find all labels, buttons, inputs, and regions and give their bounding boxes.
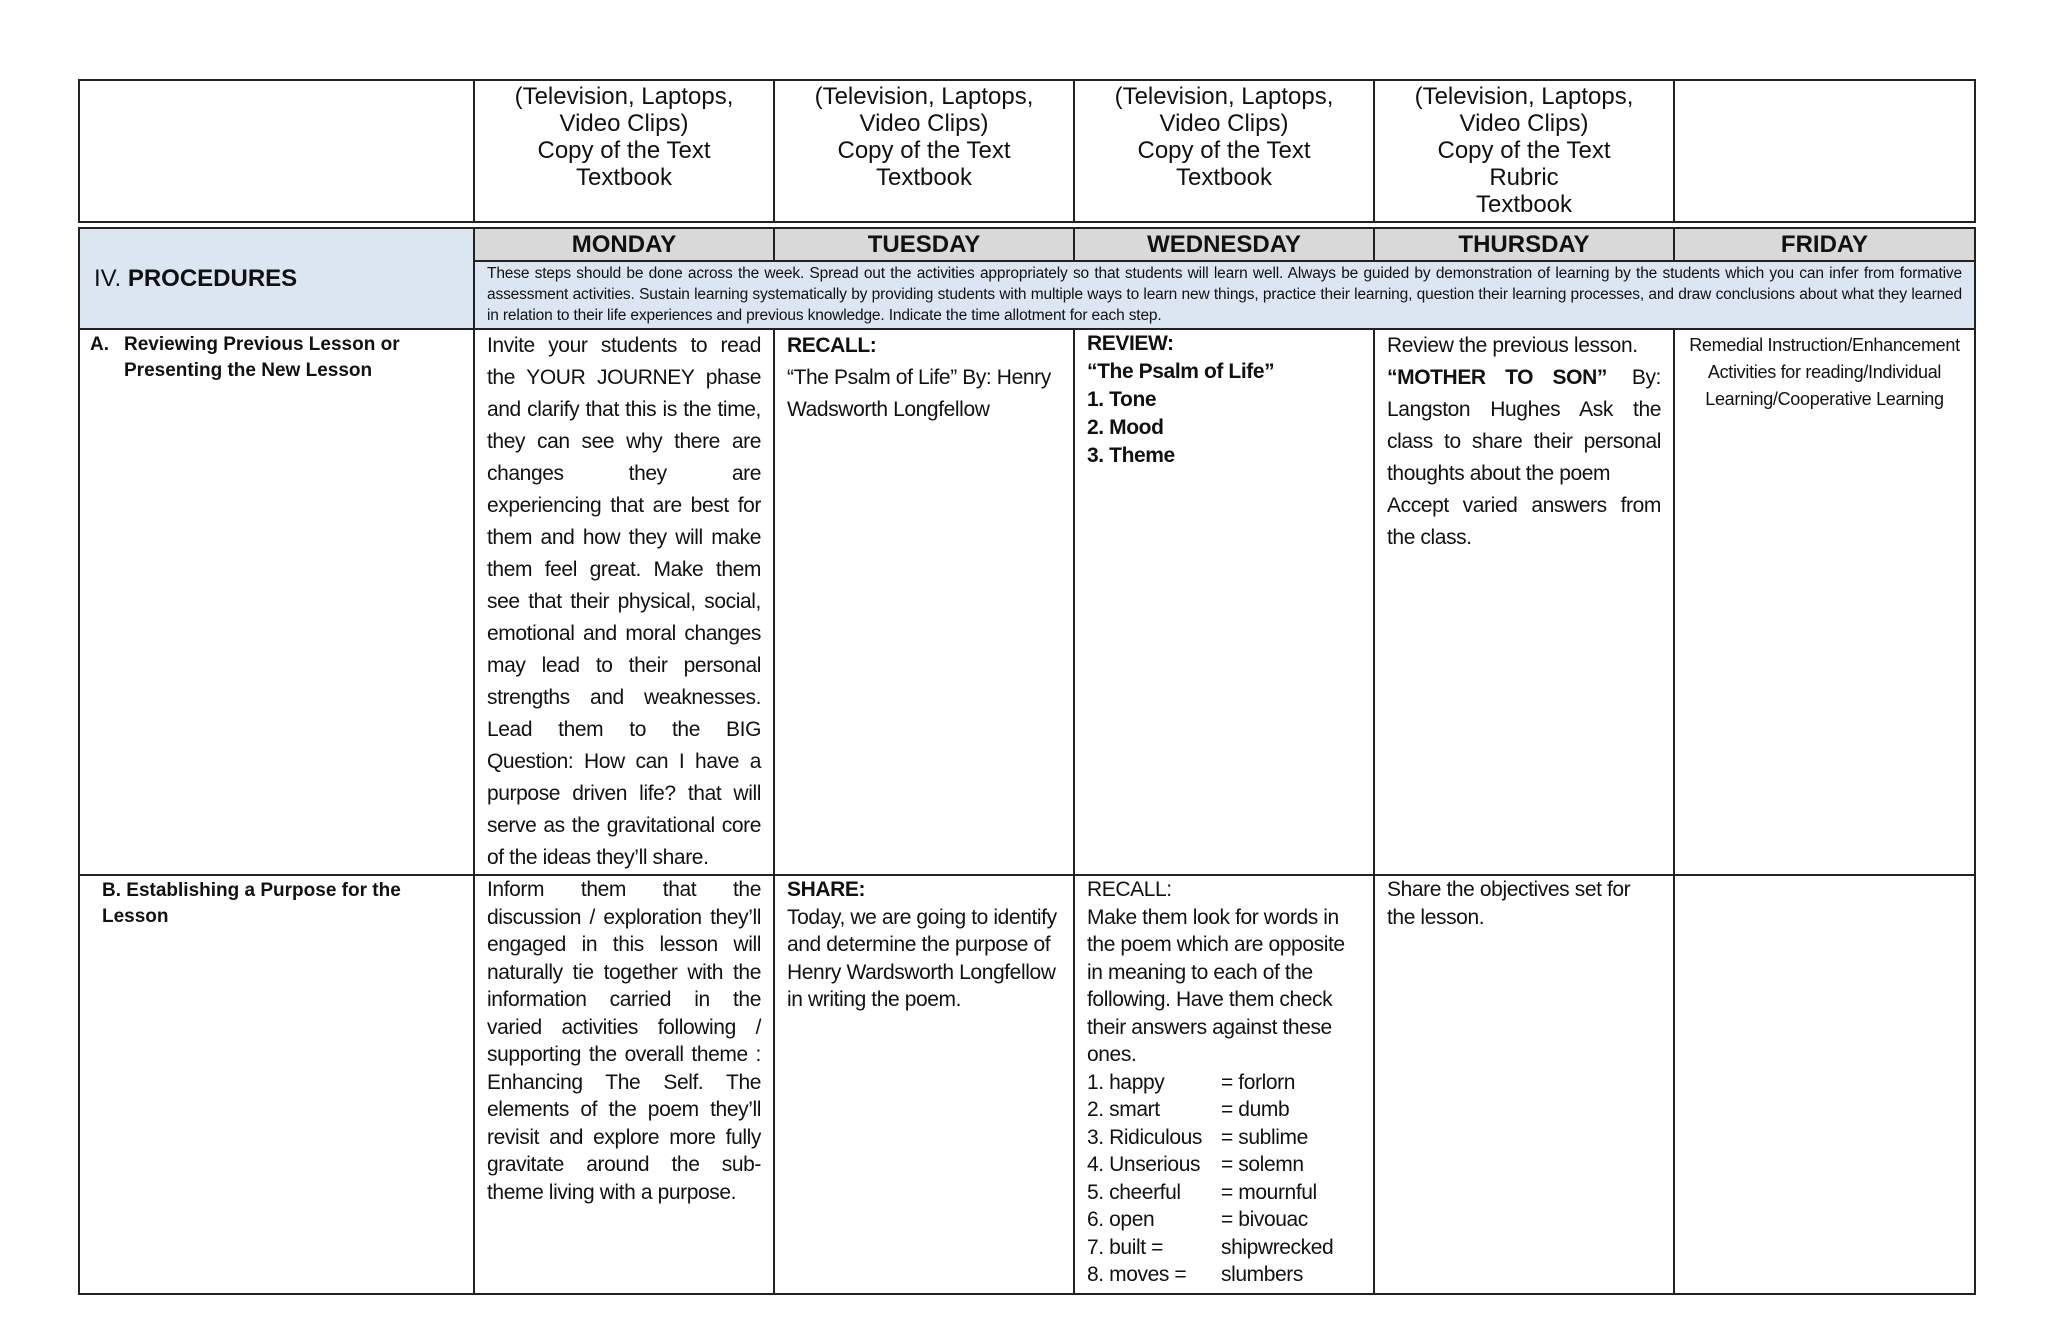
- procedure-row-a: [79, 329, 1975, 875]
- materials-wednesday: (Television, Laptops, Video Clips) Copy of the Text Textbook: [1074, 80, 1374, 222]
- row-b-label: B. Establishing a Purpose for the Lesson: [79, 875, 474, 1294]
- materials-monday: (Television, Laptops, Video Clips) Copy of the Text Textbook: [474, 80, 774, 222]
- row-a-wednesday: REVIEW: “The Psalm of Life” 1. Tone 2. Mood 3. Theme: [1074, 329, 1374, 875]
- antonym-pair: 6. open = bivouac: [1087, 1208, 1308, 1231]
- day-monday: MONDAY: [474, 228, 774, 261]
- procedure-row-b: [79, 875, 1975, 1294]
- row-b-friday: [1674, 875, 1975, 1294]
- day-thursday: THURSDAY: [1374, 228, 1674, 261]
- antonym-pair: 8. moves = slumbers: [1087, 1263, 1303, 1286]
- antonym-pair: 4. Unserious = solemn: [1087, 1153, 1304, 1176]
- antonym-pair: 3. Ridiculous = sublime: [1087, 1125, 1308, 1149]
- materials-thursday: (Television, Laptops, Video Clips) Copy of the Text Rubric Textbook: [1374, 80, 1674, 222]
- procedures-heading: IV. PROCEDURES: [79, 228, 474, 329]
- day-tuesday: TUESDAY: [774, 228, 1074, 261]
- row-b-monday: Inform them that the discussion / exploration they’ll engaged in this lesson will naturally tie together with the information carried in the varied activities following / supporting the overall theme : Enhancing The Self. The elements of the poem they’ll revisit and explore more fully gravitate around the sub-theme living with a purpose.: [474, 875, 774, 1294]
- row-a-tuesday: RECALL: “The Psalm of Life” By: Henry Wadsworth Longfellow: [774, 329, 1074, 875]
- antonym-pair: 5. cheerful = mournful: [1087, 1180, 1317, 1204]
- lesson-plan-table: [78, 79, 1976, 1295]
- row-a-thursday: Review the previous lesson. “MOTHER TO SON” By: Langston Hughes Ask the class to share their personal thoughts about the poem Accept varied answers from the class.: [1374, 329, 1674, 875]
- row-b-thursday: Share the objectives set for the lesson.: [1374, 875, 1674, 1294]
- row-b-tuesday: SHARE: Today, we are going to identify and determine the purpose of Henry Wardsworth Longfellow in writing the poem.: [774, 875, 1074, 1294]
- row-b-wednesday: RECALL: Make them look for words in the poem which are opposite in meaning to each of the following. Have them check their answers against these ones. 1. happy = forlorn 2. smart = dumb 3. Ridiculous = sublime 4. Unserious = solemn 5. cheerful = mournful 6. open = bivouac 7. built = shipwrecked 8. moves = slumbers: [1074, 875, 1374, 1294]
- day-header-row: [79, 228, 1975, 261]
- materials-tuesday: (Television, Laptops, Video Clips) Copy of the Text Textbook: [774, 80, 1074, 222]
- row-a-monday: Invite your students to read the YOUR JOURNEY phase and clarify that this is the time, they can see why there are changes they are experiencing that are best for them and how they will make them feel great. Make them see that their physical, social, emotional and moral changes may lead to their personal strengths and weaknesses. Lead them to the BIG Question: How can I have a purpose driven life? that will serve as the gravitational core of the ideas they’ll share.: [474, 329, 774, 875]
- antonym-pair: 7. built = shipwrecked: [1087, 1235, 1334, 1259]
- day-friday: FRIDAY: [1674, 228, 1975, 261]
- antonym-pair: 2. smart = dumb: [1087, 1098, 1290, 1121]
- day-wednesday: WEDNESDAY: [1074, 228, 1374, 261]
- procedures-note: These steps should be done across the week. Spread out the activities appropriately so that students will learn well. Always be guided by demonstration of learning by the students which you can infer from formative assessment activities. Sustain learning systematically by providing students with multiple ways to learn new things, practice their learning, question their learning processes, and draw conclusions about what they learned in relation to their life experiences and previous knowledge. Indicate the time allotment for each step.: [474, 261, 1975, 329]
- materials-row: [79, 80, 1975, 222]
- antonym-pair: 1. happy = forlorn: [1087, 1070, 1296, 1094]
- materials-label-cell: [79, 80, 474, 222]
- row-a-friday: Remedial Instruction/Enhancement Activities for reading/Individual Learning/Cooperative Learning: [1674, 329, 1975, 875]
- row-a-label: A. Reviewing Previous Lesson or Presenting the New Lesson: [79, 329, 474, 875]
- materials-friday: [1674, 80, 1975, 222]
